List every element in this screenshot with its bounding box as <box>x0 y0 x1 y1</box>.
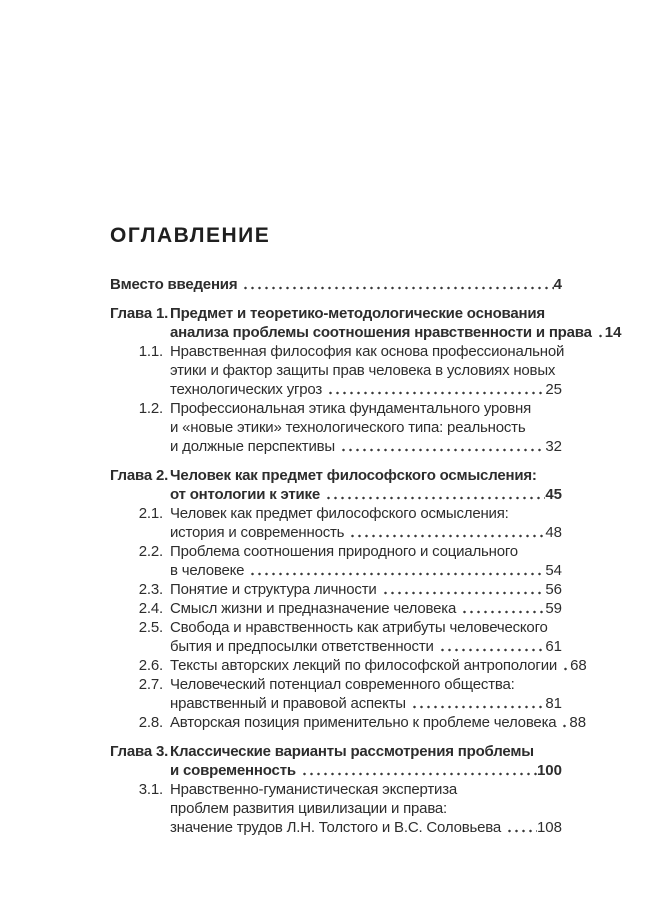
entry-line <box>170 418 562 437</box>
entry-line <box>170 542 562 561</box>
entry-line-text: Профессиональная этика фундаментального уровня <box>170 400 532 417</box>
entry-line-with-page <box>170 523 562 542</box>
entry-body <box>110 275 562 294</box>
entry-line <box>170 504 562 523</box>
entry-line-with-page <box>170 380 562 399</box>
entry-line-with-page <box>170 561 562 580</box>
entry-line-text: и «новые этики» технологического типа: реальность <box>170 419 526 436</box>
entry-label: 2.7. <box>138 676 163 693</box>
entry-body <box>170 304 622 342</box>
dot-leader-icon <box>247 561 545 580</box>
entry-body <box>170 599 562 618</box>
entry-label: 1.1. <box>138 343 163 360</box>
entry-line <box>170 742 562 761</box>
entry-line <box>170 618 562 637</box>
entry-body <box>170 742 562 780</box>
entry-line-text: нравственный и правовой аспекты <box>170 695 406 712</box>
page-number: 48 <box>545 524 562 541</box>
toc-entry <box>110 580 562 599</box>
entry-label: Глава 1. <box>110 305 169 322</box>
entry-line-text: Предмет и теоретико-методологические основания <box>170 305 545 322</box>
toc-entry <box>110 275 562 294</box>
dot-leader-icon <box>325 380 545 399</box>
page-number: 100 <box>536 762 562 779</box>
entry-line-with-page <box>170 323 622 342</box>
dot-leader-icon <box>347 523 545 542</box>
toc-entry <box>110 675 562 713</box>
toc-entry <box>110 742 562 780</box>
toc-entry <box>110 304 622 342</box>
entry-line-text: Авторская позиция применительно к проблеме человека <box>170 714 557 731</box>
entry-label: 3.1. <box>138 781 163 798</box>
dot-leader-icon <box>409 694 545 713</box>
dot-leader-icon <box>380 580 546 599</box>
toc-entries <box>110 275 622 837</box>
toc-entry <box>110 599 562 618</box>
page-number: 61 <box>545 638 562 655</box>
dot-leader-icon <box>338 437 545 456</box>
entry-line-text: Нравственно-гуманистическая экспертиза <box>170 781 458 798</box>
entry-body <box>170 504 562 542</box>
entry-body <box>170 466 562 504</box>
entry-label: 2.4. <box>138 600 163 617</box>
dot-leader-icon <box>299 761 537 780</box>
entry-body <box>170 780 562 837</box>
entry-line-with-page <box>170 761 562 780</box>
entry-line-text: история и современность <box>170 524 345 541</box>
entry-body <box>170 399 562 456</box>
entry-line-with-page <box>110 275 562 294</box>
entry-line-with-page <box>170 713 587 732</box>
entry-line <box>170 675 562 694</box>
dot-leader-icon <box>240 275 553 294</box>
entry-line-with-page <box>170 437 562 456</box>
entry-line <box>170 466 562 485</box>
page-number: 54 <box>545 562 562 579</box>
entry-line-text: Вместо введения <box>110 276 238 293</box>
entry-label: 1.2. <box>138 400 163 417</box>
entry-label: Глава 2. <box>110 467 169 484</box>
page-title: ОГЛАВЛЕНИЕ <box>110 224 271 247</box>
dot-leader-icon <box>323 485 545 504</box>
page-number: 32 <box>545 438 562 455</box>
table-of-contents <box>110 224 622 837</box>
toc-entry <box>110 504 562 542</box>
entry-line-with-page <box>170 580 562 599</box>
page-number: 25 <box>545 381 562 398</box>
entry-line <box>170 304 562 323</box>
entry-body <box>170 580 562 599</box>
entry-line-text: технологических угроз <box>170 381 323 398</box>
entry-label: Глава 3. <box>110 743 169 760</box>
entry-line-text: этики и фактор защиты прав человека в условиях новых <box>170 362 556 379</box>
entry-line-with-page <box>170 637 562 656</box>
toc-entry <box>110 399 562 456</box>
entry-line-text: Классические варианты рассмотрения проблемы <box>170 743 534 760</box>
entry-line <box>170 342 565 361</box>
entry-line-with-page <box>170 694 562 713</box>
page-number: 108 <box>536 819 562 836</box>
entry-line-text: Нравственная философия как основа профессиональной <box>170 343 565 360</box>
page-number: 68 <box>570 657 587 674</box>
entry-line-text: в человеке <box>170 562 245 579</box>
entry-label: 2.5. <box>138 619 163 636</box>
entry-line-text: Понятие и структура личности <box>170 581 377 598</box>
entry-line-text: бытия и предпосылки ответственности <box>170 638 434 655</box>
entry-line-text: Свобода и нравственность как атрибуты человеческого <box>170 619 548 636</box>
entry-body <box>170 542 562 580</box>
page-number: 45 <box>545 486 562 503</box>
toc-entry <box>110 780 562 837</box>
entry-body <box>170 618 562 656</box>
toc-entry <box>110 656 587 675</box>
entry-line-text: Смысл жизни и предназначение человека <box>170 600 457 617</box>
entry-line-with-page <box>170 599 562 618</box>
entry-line <box>170 780 562 799</box>
entry-line-text: проблем развития цивилизации и права: <box>170 800 448 817</box>
entry-label: 2.1. <box>138 505 163 522</box>
dot-leader-icon <box>595 323 605 342</box>
entry-body <box>170 713 587 732</box>
entry-label: 2.2. <box>138 543 163 560</box>
entry-line-text: и современность <box>170 762 296 779</box>
toc-entry <box>110 466 562 504</box>
toc-entry <box>110 713 587 732</box>
dot-leader-icon <box>437 637 546 656</box>
entry-line-text: Человеческий потенциал современного общества: <box>170 676 515 693</box>
entry-label: 2.6. <box>138 657 163 674</box>
entry-label: 2.3. <box>138 581 163 598</box>
entry-body <box>170 675 562 713</box>
entry-line-text: от онтологии к этике <box>170 486 320 503</box>
entry-line-text: Тексты авторских лекций по философской антропологии <box>170 657 558 674</box>
toc-entry <box>110 542 562 580</box>
entry-line <box>170 799 562 818</box>
entry-line-with-page <box>170 818 562 837</box>
entry-line-text: значение трудов Л.Н. Толстого и В.С. Соловьева <box>170 819 501 836</box>
entry-line-with-page <box>170 656 587 675</box>
page-number: 81 <box>545 695 562 712</box>
page-number: 14 <box>604 324 622 341</box>
toc-entry <box>110 342 565 399</box>
dot-leader-icon <box>459 599 545 618</box>
entry-label: 2.8. <box>138 714 163 731</box>
entry-line-text: Человек как предмет философского осмысления: <box>170 505 509 522</box>
page-number: 59 <box>545 600 562 617</box>
entry-body <box>170 342 565 399</box>
entry-line-text: и должные перспективы <box>170 438 335 455</box>
page-number: 4 <box>553 276 562 293</box>
dot-leader-icon <box>559 713 569 732</box>
page-number: 88 <box>569 714 587 731</box>
page-number: 56 <box>545 581 562 598</box>
dot-leader-icon <box>504 818 537 837</box>
entry-line-text: Проблема соотношения природного и социального <box>170 543 518 560</box>
entry-line-with-page <box>170 485 562 504</box>
entry-line <box>170 361 562 380</box>
entry-line-text: анализа проблемы соотношения нравственности и права <box>170 324 592 341</box>
entry-line <box>170 399 562 418</box>
entry-line-text: Человек как предмет философского осмысления: <box>170 467 537 484</box>
entry-body <box>170 656 587 675</box>
dot-leader-icon <box>560 656 570 675</box>
toc-entry <box>110 618 562 656</box>
